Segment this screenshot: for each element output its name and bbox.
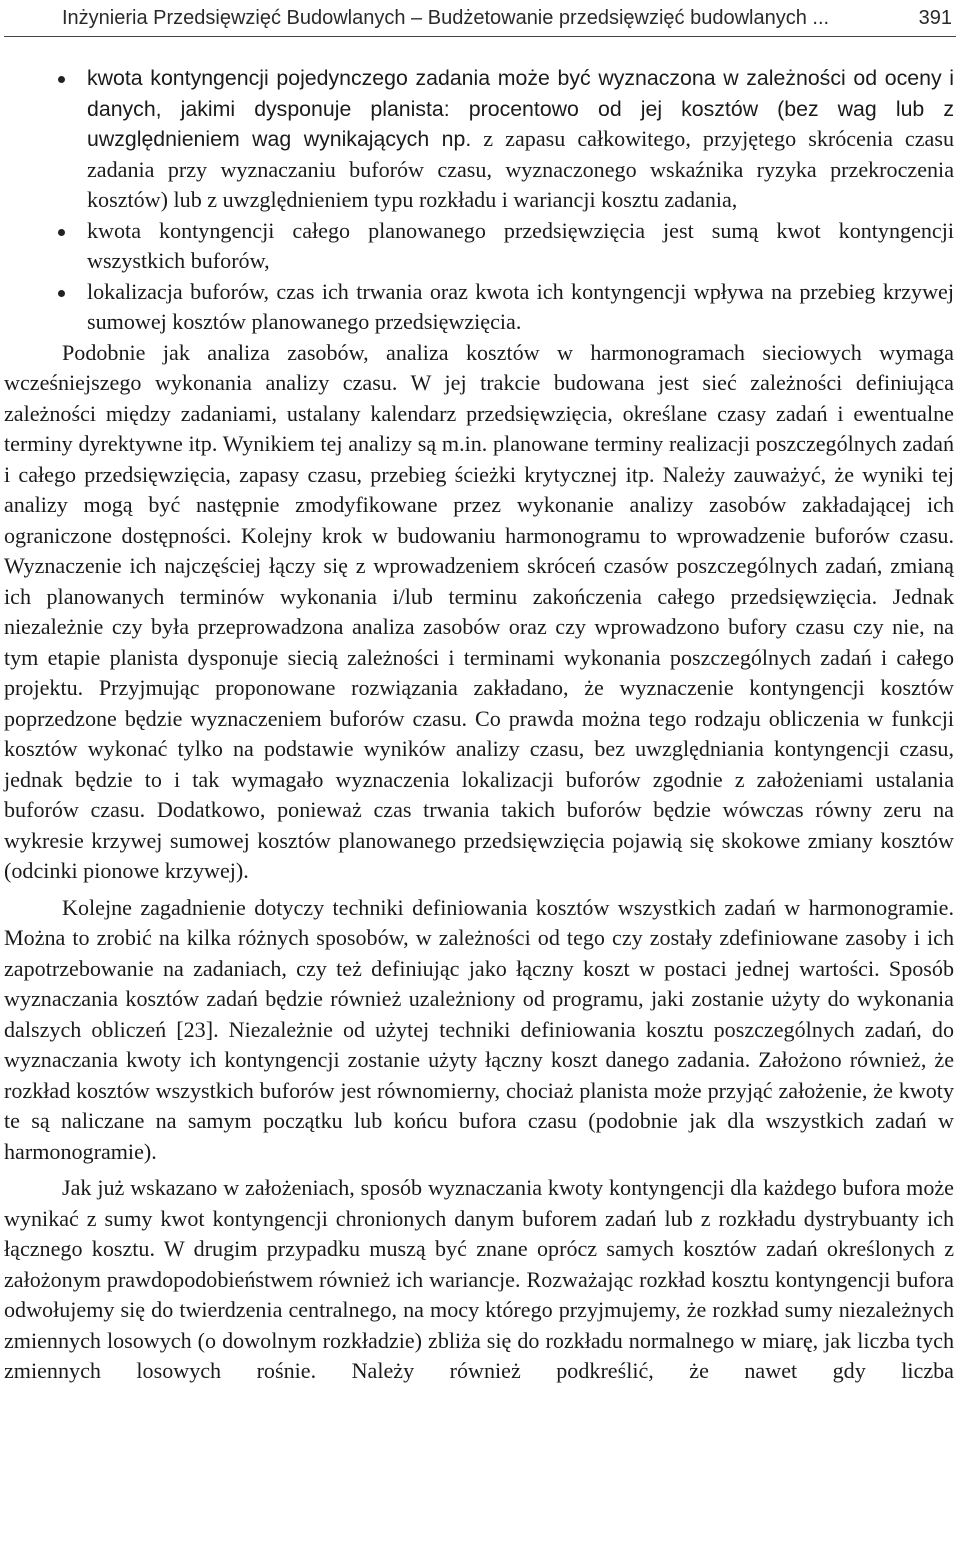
paragraph: Jak już wskazano w założeniach, sposób wyznaczania kwoty kontyngencji dla każdego bufora może wynikać z sumy kwot kontyngencji chronionych danym buforem zadań lub z rozkładu dystrybuanty ich łącznego kosztu. W drugim przypadku muszą być znane oprócz samych kosztów zadań określonych z założonym prawdopodobieństwem również ich wariancje. Rozważając rozkład kosztu kontyngencji bufora odwołujemy się do twierdzenia centralnego, na mocy którego przyjmujemy, że rozkład sumy niezależnych zmiennych losowych (o dowolnym rozkładzie) zbliża się do rozkładu normalnego w miarę, jak liczba tych zmiennych losowych rośnie. Należy również podkreślić, że nawet gdy liczba (4, 1175, 954, 1383)
list-item (4, 277, 954, 338)
page-number: 391 (918, 6, 952, 29)
running-header (62, 2, 952, 34)
bullet-icon (58, 290, 65, 297)
list-item-text: kwota kontyngencji całego planowanego przedsięwzięcia jest sumą kwot kontyngencji wszystkich buforów, (87, 217, 954, 273)
bullet-list (4, 63, 954, 338)
list-item-text-serif: z zapasu całkowitego, przyjętego skrócenia czasu zadania przy wyznaczaniu buforów czasu, wyznaczonego wskaźnika ryzyka przekroczenia kosztów) lub z uwzględnieniem typu rozkładu i wariancji kosztu zadania, (87, 126, 954, 212)
paragraph: Kolejne zagadnienie dotyczy techniki definiowania kosztów wszystkich zadań w harmonogramie. Można to zrobić na kilka różnych sposobów, w zależności od tego czy zostały zdefiniowane zasoby i ich zapotrzebowanie na zadaniach, czy też definiując jako łączny koszt w postaci jednej wartości. Sposób wyznaczania kosztów zadań będzie również uzależniony od programu, jaki zostanie użyty do wykonania dalszych obliczeń [23]. Niezależnie od użytej techniki definiowania kosztu poszczególnych zadań, do wyznaczania kwoty ich kontyngencji zostanie użyty łączny koszt danego zadania. Założono również, że rozkład kosztów wszystkich buforów jest równomierny, chociaż planista może przyjąć założenie, że kwoty te są naliczane na samym początku lub końcu bufora czasu (podobnie jak dla wszystkich zadań w harmonogramie). (4, 894, 954, 1164)
list-item-text: lokalizacja buforów, czas ich trwania oraz kwota ich kontyngencji wpływa na przebieg krzywej sumowej kosztów planowanego przedsięwzięcia. (87, 278, 954, 334)
bullet-icon (58, 76, 65, 83)
running-title: Inżynieria Przedsięwzięć Budowlanych – Budżetowanie przedsięwzięć budowlanych ... (62, 6, 830, 29)
list-item (4, 216, 954, 277)
body-text (4, 63, 954, 1387)
header-rule (4, 36, 956, 37)
paragraph: Podobnie jak analiza zasobów, analiza kosztów w harmonogramach sieciowych wymaga wcześniejszego wykonania analizy czasu. W jej trakcie budowana jest sieć zależności definiująca zależności między zadaniami, ustalany kalendarz przedsięwzięcia, określane czasy zadań i ewentualne terminy dyrektywne itp. Wynikiem tej analizy są m.in. planowane terminy realizacji poszczególnych zadań i całego przedsięwzięcia, zapasy czasu, przebieg ścieżki krytycznej itp. Należy zauważyć, że wyniki tej analizy mogą być następnie zmodyfikowane przez wykonanie analizy zasobów zakładającej ich ograniczone dostępności. Kolejny krok w budowaniu harmonogramu to wprowadzenie buforów czasu. Wyznaczenie ich najczęściej łączy się z wprowadzeniem skróceń czasów poszczególnych zadań, zmianą ich planowanych terminów wykonania i/lub terminu zakończenia całego przedsięwzięcia. Jednak niezależnie czy była przeprowadzona analiza zasobów oraz czy wprowadzono bufory czasu czy nie, na tym etapie planista dysponuje siecią zależności i terminami wykonania poszczególnych zadań i całego projektu. Przyjmując proponowane rozwiązania zakładano, że wyznaczenie kontyngencji kosztów poprzedzone będzie wyznaczeniem buforów czasu. Co prawda można tego rodzaju obliczenia w funkcji kosztów wykonać tylko na podstawie wyników analizy czasu, bez uwzględniania kontyngencji czasu, jednak będzie to i tak wymagało wyznaczenia lokalizacji buforów zgodnie z założeniami ustalania buforów czasu. Dodatkowo, ponieważ czas trwania takich buforów będzie wówczas równy zeru na wykresie krzywej sumowej kosztów planowanego przedsięwzięcia pojawią się skokowe zmiany kosztów (odcinki pionowe krzywej). (4, 339, 954, 883)
bullet-icon (58, 229, 65, 236)
list-item-text (87, 63, 954, 216)
list-item (4, 63, 954, 216)
list-item-text-sans: kwota kontyngencji pojedynczego zadania może być wyznaczona w zależności od oceny i danych, jakimi dysponuje planista: procentowo od jej kosztów (bez wag lub z uwzględnieniem wag wynikających np. (87, 66, 954, 151)
